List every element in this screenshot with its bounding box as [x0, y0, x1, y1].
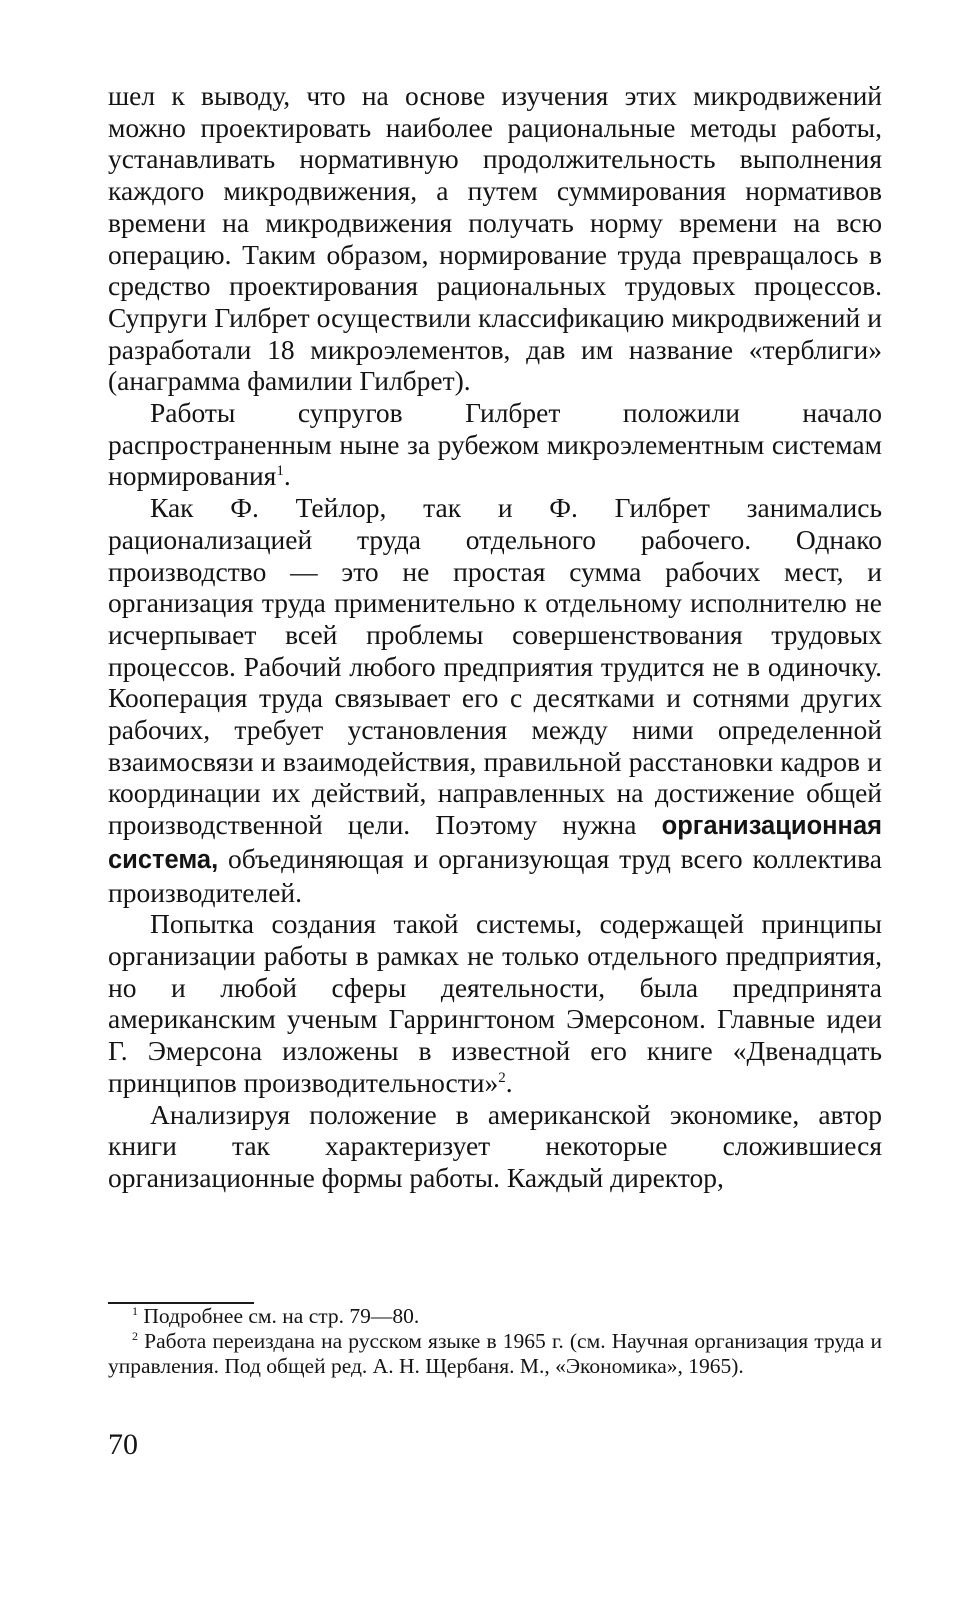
footnote-2-text: Работа переиздана на русском языке в 1965 г. (см. Научная организация труда и управления. Под общей ред. А. Н. Щербаня. М., «Экономика», 1965).	[108, 1329, 883, 1378]
paragraph-3-after: объединяющая и организующая труд всего коллектива производителей.	[108, 842, 883, 908]
paragraph-1: шел к выводу, что на основе изучения этих микродвижений можно проектировать наиболее рациональные методы работы, устанавливать нормативную продолжительность выполнения каждого микродвижения, а путем суммирования нормативов времени на микродвижения получать норму времени на всю операцию. Таким образом, нормирование труда превращалось в средство проектирования рациональных трудовых процессов. Супруги Гилбрет осуществили классификацию микродвижений и разработали 18 микроэлементов, дав им название «терблиги» (анаграмма фамилии Гилбрет).	[108, 80, 882, 397]
paragraph-3-before: Как Ф. Тейлор, так и Ф. Гилбрет занимались рационализацией труда отдельного рабочего. Однако производство — это не простая сумма рабочих мест, и организация труда применительно к отдельному исполнителю не исчерпывает всей проблемы совершенствования трудовых процессов. Рабочий любого предприятия трудится не в одиночку. Кооперация труда связывает его с десятками и сотнями других рабочих, требует установления между ними определенной взаимосвязи и взаимодействия, правильной расстановки кадров и координации их действий, направленных на достижение общей производственной цели. Поэтому нужна	[108, 492, 882, 841]
footnote-ref-1: 1	[276, 463, 284, 480]
paragraph-2	[108, 397, 882, 492]
footnote-1	[108, 1304, 882, 1329]
page-number: 70	[108, 1428, 138, 1461]
footnote-mark-2: 2	[132, 1328, 138, 1343]
footnote-ref-2: 2	[498, 1069, 506, 1086]
paragraph-3	[108, 492, 882, 908]
paragraph-5: Анализируя положение в американской экономике, автор книги так характеризует некоторые сложившиеся организационные формы работы. Каждый директор,	[108, 1098, 882, 1193]
main-text	[108, 80, 882, 1194]
footnote-mark-1: 1	[132, 1303, 138, 1318]
paragraph-4-text: Попытка создания такой системы, содержащей принципы организации работы в рамках не только отдельного предприятия, но и любой сферы деятельности, была предпринята американским ученым Гаррингтоном Эмерсоном. Главные идеи Г. Эмерсона изложены в известной его книге «Двенадцать принципов производительности»	[108, 908, 882, 1098]
paragraph-4	[108, 908, 882, 1098]
footnote-1-text: Подробнее см. на стр. 79—80.	[143, 1304, 420, 1328]
footnote-2	[108, 1329, 882, 1379]
bold-term: организационная система,	[108, 812, 883, 874]
paragraph-4-end: .	[505, 1066, 513, 1098]
paragraph-2-end: .	[283, 460, 291, 492]
footnotes	[108, 1304, 882, 1379]
paragraph-2-text: Работы супругов Гилбрет положили начало распространенным ныне за рубежом микроэлементным системам нормирования	[108, 397, 882, 492]
